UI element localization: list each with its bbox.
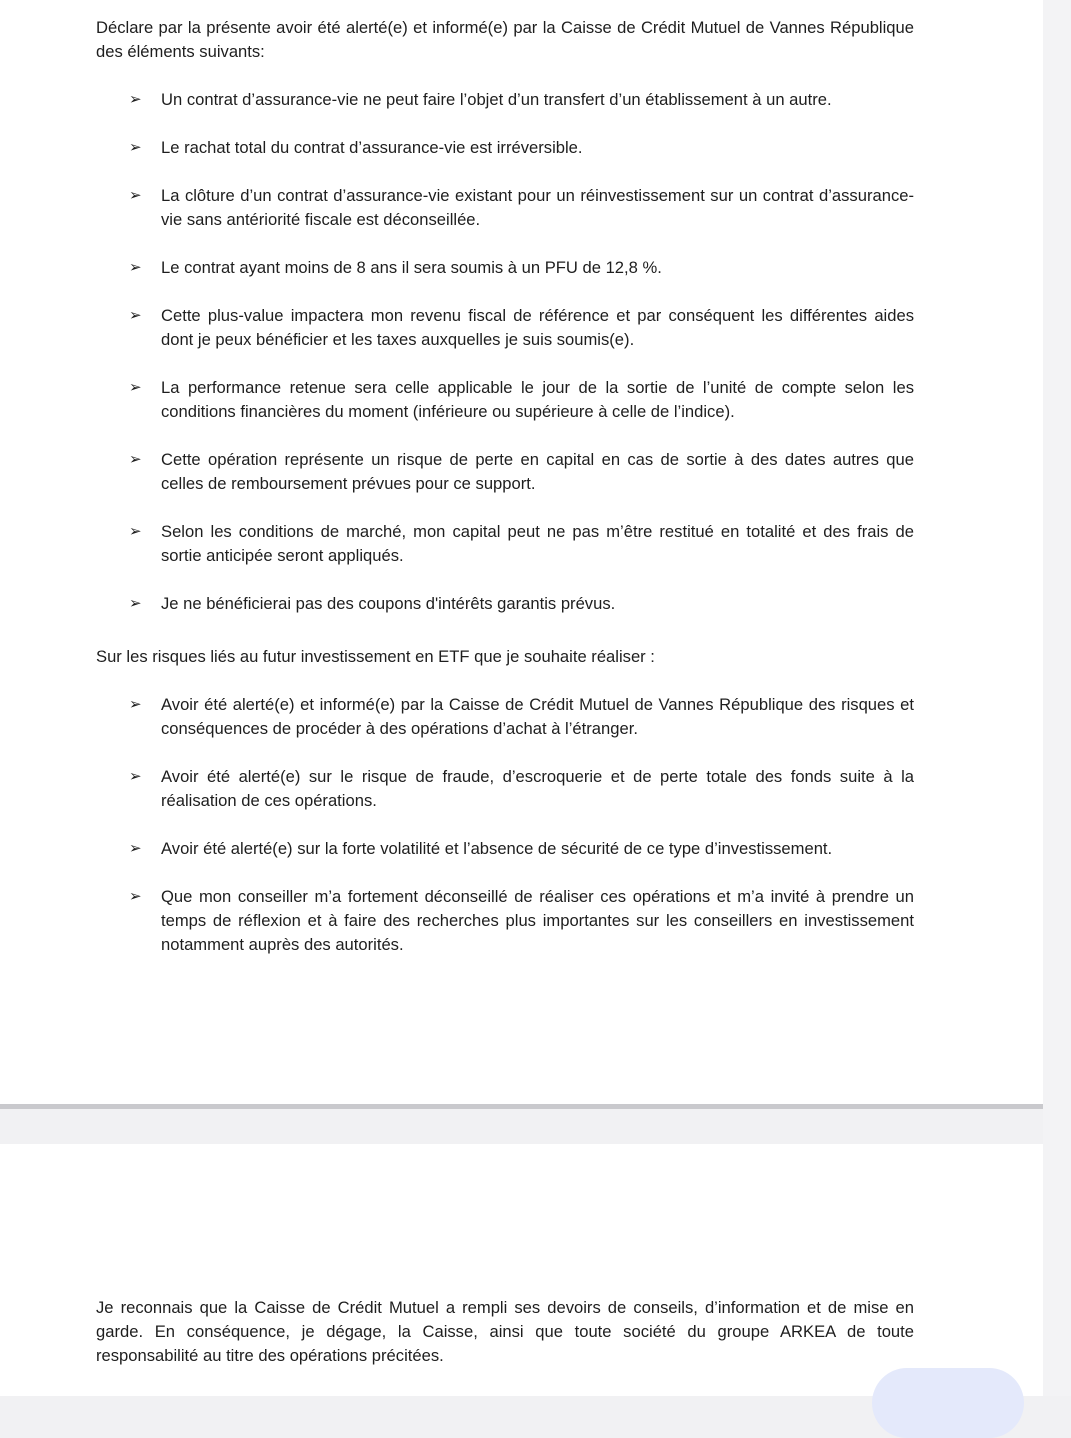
list-item-text: Le rachat total du contrat d’assurance-vie est irréversible. [161,138,583,157]
document-page-2 [0,1144,1043,1396]
arrowhead-bullet-icon: ➢ [129,840,142,857]
alert-list [96,88,914,616]
list-item-text: Avoir été alerté(e) sur la forte volatilité et l’absence de sécurité de ce type d’investissement. [161,839,833,858]
list-item-text: Selon les conditions de marché, mon capital peut ne pas m’être restitué en totalité et des frais de sortie anticipée seront appliqués. [161,522,914,565]
arrowhead-bullet-icon: ➢ [129,451,142,468]
list-item [96,88,914,112]
list-item [96,693,914,741]
list-item-text: Cette plus-value impactera mon revenu fiscal de référence et par conséquent les différentes aides dont je peux bénéficier et les taxes auxquelles je suis soumis(e). [161,306,914,349]
list-item-text: La performance retenue sera celle applicable le jour de la sortie de l’unité de compte selon les conditions financières du moment (inférieure ou supérieure à celle de l’indice). [161,378,914,421]
list-item [96,136,914,160]
list-item-text: Un contrat d’assurance-vie ne peut faire l’objet d’un transfert d’un établissement à un autre. [161,90,832,109]
arrowhead-bullet-icon: ➢ [129,91,142,108]
arrowhead-bullet-icon: ➢ [129,259,142,276]
arrowhead-bullet-icon: ➢ [129,696,142,713]
arrowhead-bullet-icon: ➢ [129,139,142,156]
list-item [96,765,914,813]
list-item-text: Cette opération représente un risque de perte en capital en cas de sortie à des dates autres que celles de remboursement prévues pour ce support. [161,450,914,493]
list-item-text: La clôture d’un contrat d’assurance-vie existant pour un réinvestissement sur un contrat d’assurance-vie sans antériorité fiscale est déconseillée. [161,186,914,229]
intro-paragraph: Déclare par la présente avoir été alerté(e) et informé(e) par la Caisse de Crédit Mutuel de Vannes République des éléments suivants: [96,18,914,61]
arrowhead-bullet-icon: ➢ [129,595,142,612]
floating-action-button[interactable] [872,1368,1024,1438]
list-item [96,448,914,496]
list-item-text: Que mon conseiller m’a fortement déconseillé de réaliser ces opérations et m’a invité à prendre un temps de réflexion et à faire des recherches plus importantes sur les conseillers en investissement notamment auprès des autorités. [161,887,914,954]
arrowhead-bullet-icon: ➢ [129,888,142,905]
list-item [96,592,914,616]
etf-risk-list [96,693,914,957]
list-item-text: Le contrat ayant moins de 8 ans il sera soumis à un PFU de 12,8 %. [161,258,662,277]
list-item [96,376,914,424]
arrowhead-bullet-icon: ➢ [129,187,142,204]
list-item-text: Avoir été alerté(e) sur le risque de fraude, d’escroquerie et de perte totale des fonds suite à la réalisation de ces opérations. [161,767,914,810]
list-item-text: Avoir été alerté(e) et informé(e) par la Caisse de Crédit Mutuel de Vannes République des risques et conséquences de procéder à des opérations d’achat à l’étranger. [161,695,914,738]
list-item [96,837,914,861]
section-heading: Sur les risques liés au futur investissement en ETF que je souhaite réaliser : [96,647,655,666]
list-item [96,256,914,280]
arrowhead-bullet-icon: ➢ [129,307,142,324]
list-item [96,885,914,957]
scroll-gutter [1043,0,1071,1396]
list-item [96,520,914,568]
closing-paragraph: Je reconnais que la Caisse de Crédit Mutuel a rempli ses devoirs de conseils, d’information et de mise en garde. En conséquence, je dégage, la Caisse, ainsi que toute société du groupe ARKEA de toute responsabilité au titre des opérations précitées. [96,1298,914,1365]
list-item-text: Je ne bénéficierai pas des coupons d'intérêts garantis prévus. [161,594,616,613]
arrowhead-bullet-icon: ➢ [129,379,142,396]
list-item [96,184,914,232]
arrowhead-bullet-icon: ➢ [129,768,142,785]
arrowhead-bullet-icon: ➢ [129,523,142,540]
list-item [96,304,914,352]
